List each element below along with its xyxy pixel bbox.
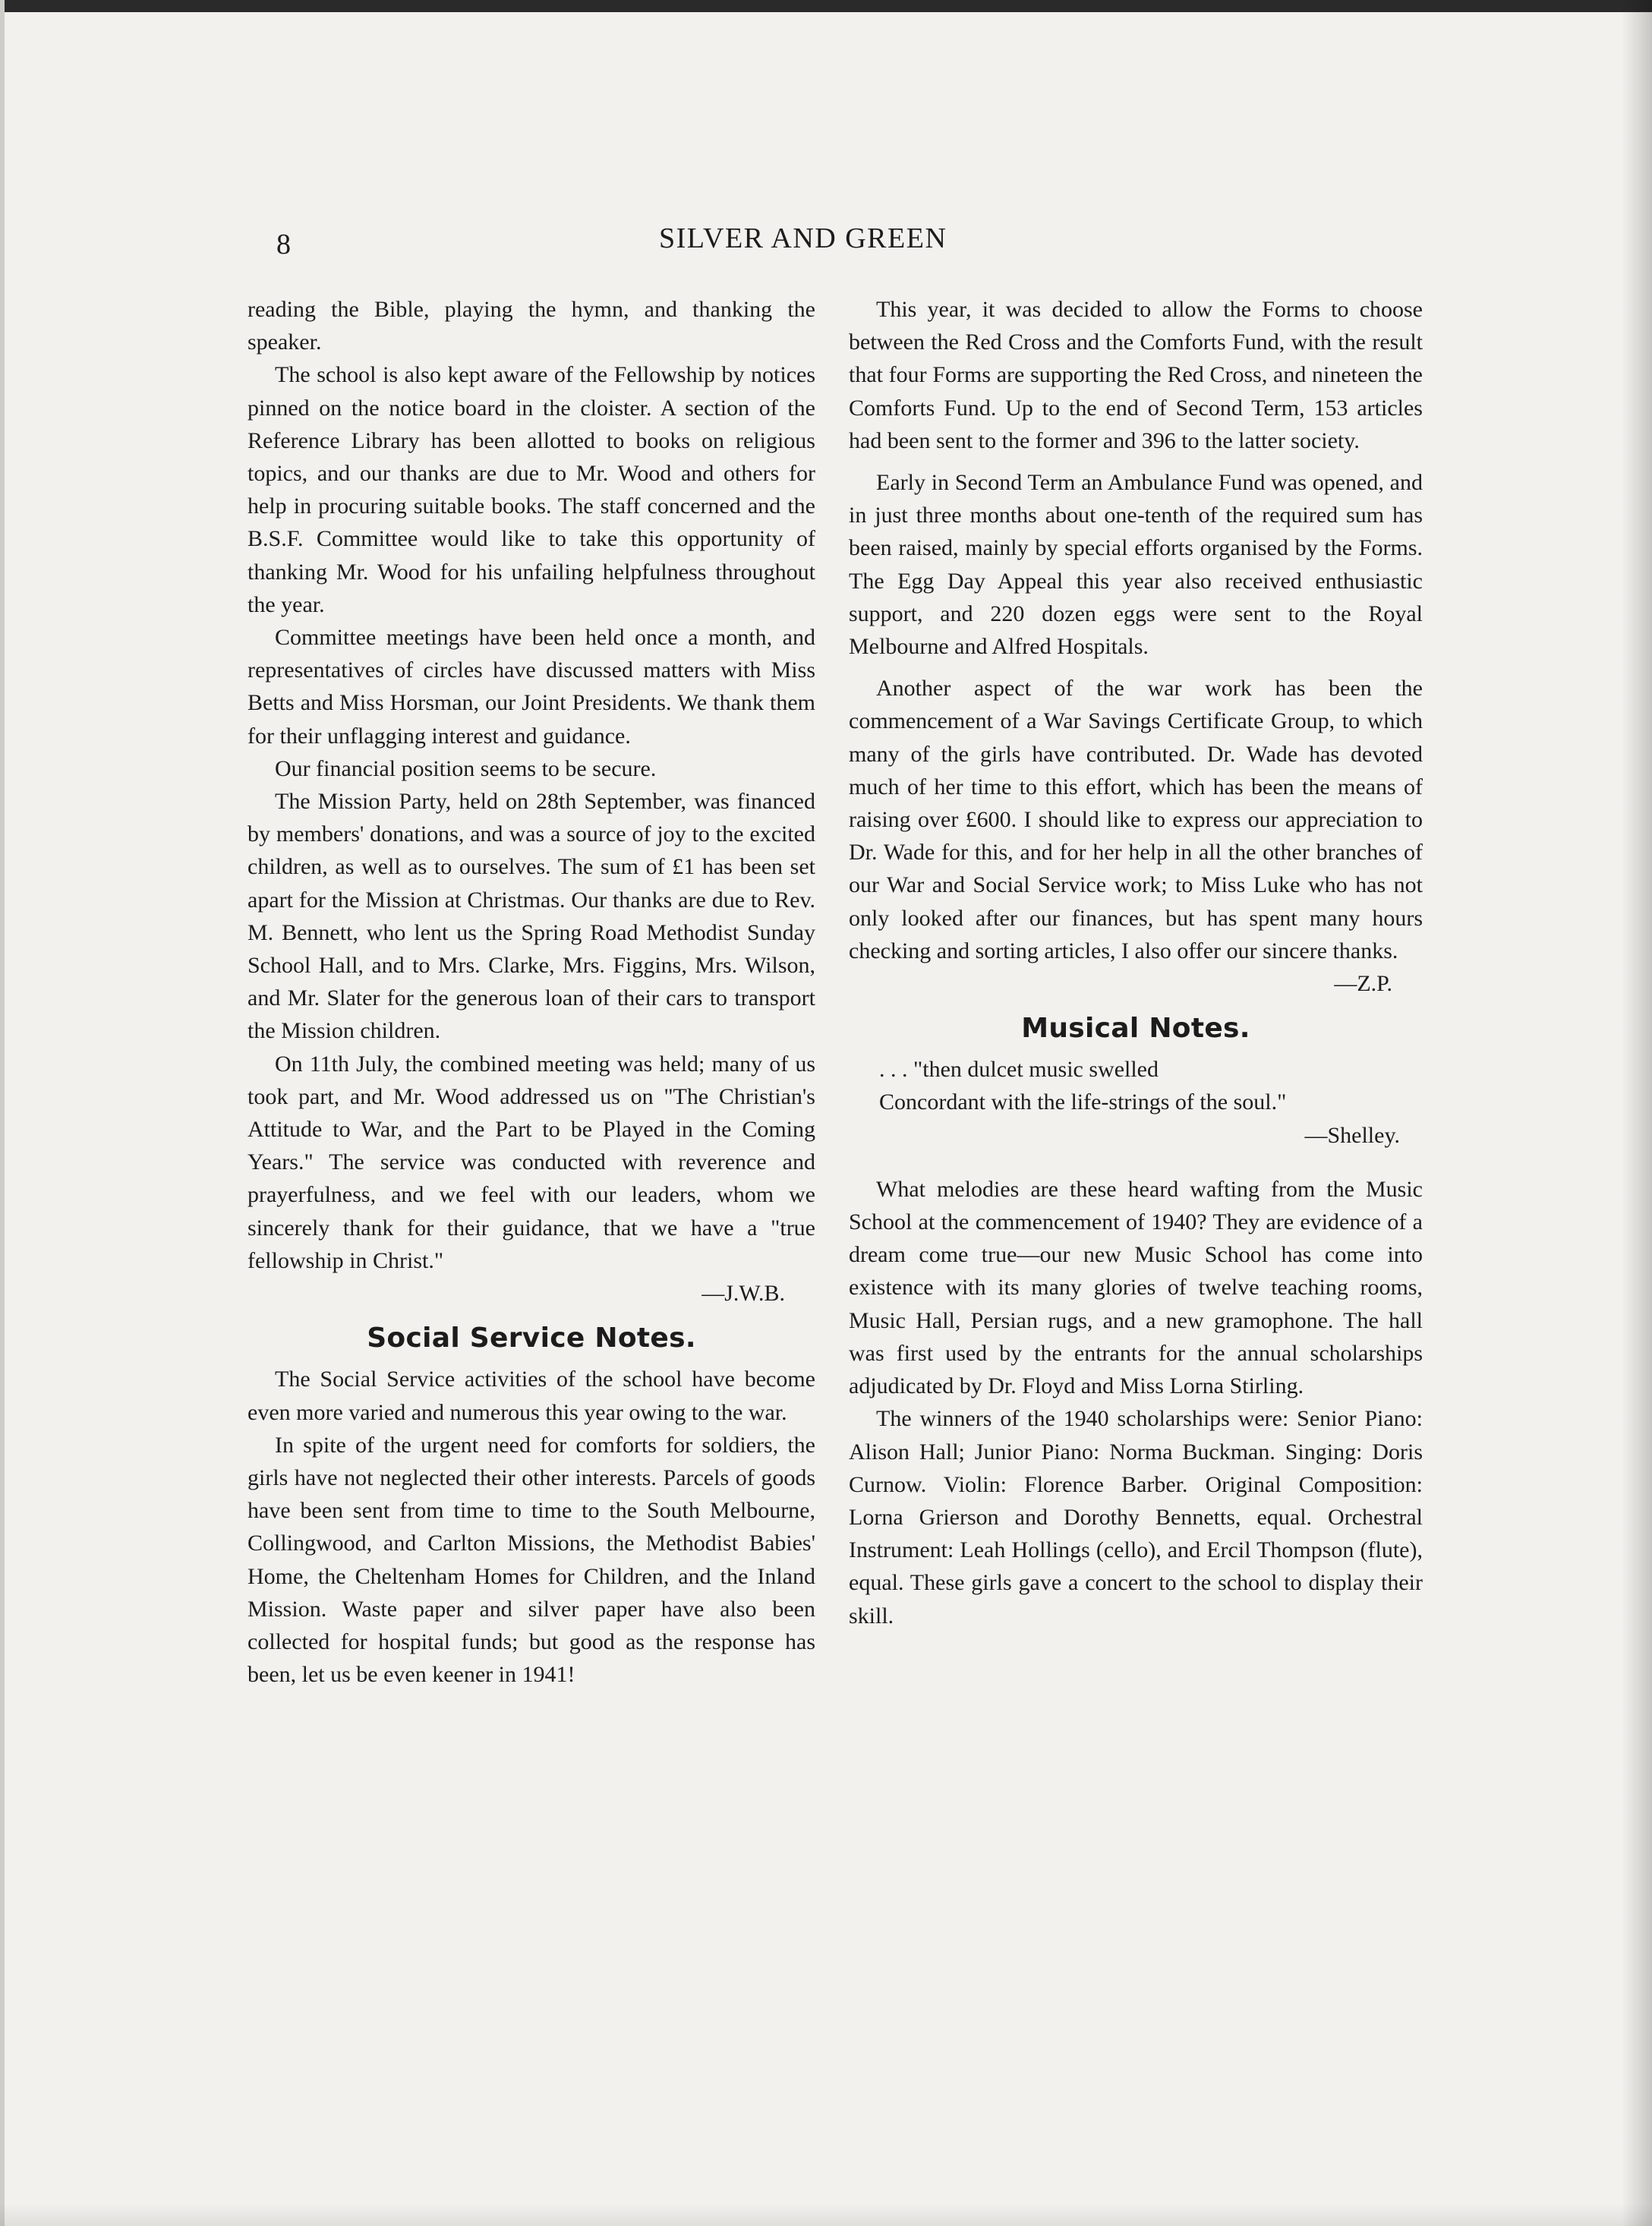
- paragraph: reading the Bible, playing the hymn, and thanking the speaker.: [247, 297, 815, 355]
- epigraph-line: . . . "then dulcet music swelled: [879, 1057, 1159, 1083]
- right-column: [849, 293, 1423, 1632]
- paragraph: The Social Service activities of the school have become even more varied and numerous this year owing to the war.: [247, 1367, 815, 1425]
- paragraph: Another aspect of the war work has been the commencement of a War Savings Certificate Group, to which many of the girls have contributed. Dr. Wade has devoted much of her time to this effort, which has been the means of raising over £600. I should like to express our appreciation to Dr. Wade for this, and for her help in all the other branches of our War and Social Service work; to Miss Luke who has not only looked after our finances, but has spent many hours checking and sorting articles, I also offer our sincere thanks.: [849, 676, 1423, 963]
- paragraph: The school is also kept aware of the Fellowship by notices pinned on the notice board in the cloister. A section of the Reference Library has been allotted to books on religious topics, and our thanks are due to Mr. Wood and others for help in procuring suitable books. The staff concerned and the B.S.F. Committee would like to take this opportunity of thanking Mr. Wood for his unfailing helpfulness throughout the year.: [247, 362, 815, 617]
- left-column: [247, 293, 815, 1691]
- section-heading-musical-notes: Musical Notes.: [1021, 1013, 1250, 1045]
- paragraph: Committee meetings have been held once a month, and representatives of circles have discussed matters with Miss Betts and Miss Horsman, our Joint Presidents. We thank them for their unflagging interest and guidance.: [247, 625, 815, 749]
- paragraph: On 11th July, the combined meeting was held; many of us took part, and Mr. Wood addressed us on "The Christian's Attitude to War, and the Part to be Played in the Coming Years." The service was conducted with reverence and prayerfulness, and we feel with our leaders, whom we sincerely thank for their guidance, that we have a "true fellowship in Christ.": [247, 1051, 815, 1273]
- paragraph: The winners of the 1940 scholarships were: Senior Piano: Alison Hall; Junior Piano: Norma Buckman. Singing: Doris Curnow. Violin: Florence Barber. Original Composition: Lorna Grierson and Dorothy Bennetts, equal. Orchestral Instrument: Leah Hollings (cello), and Ercil Thompson (flute), equal. These girls gave a concert to the school to display their skill.: [849, 1406, 1423, 1629]
- scan-left-edge: [0, 0, 5, 2226]
- section-heading-social-service: Social Service Notes.: [367, 1323, 696, 1354]
- page-bottom-shadow: [0, 2203, 1652, 2226]
- epigraph-line: Concordant with the life-strings of the soul.": [879, 1089, 1287, 1115]
- running-head: SILVER AND GREEN: [659, 222, 947, 254]
- page-curl-shadow: [1622, 0, 1652, 2226]
- paragraph: What melodies are these heard wafting from the Music School at the commencement of 1940? They are evidence of a dream come true—our new Music School has come into existence with its many glories of twelve teaching rooms, Music Hall, Persian rugs, and a new gramophone. The hall was first used by the entrants for the annual scholarships adjudicated by Dr. Floyd and Miss Lorna Stirling.: [849, 1176, 1423, 1399]
- scan-top-edge: [0, 0, 1652, 12]
- paragraph: Our financial position seems to be secure.: [275, 755, 657, 781]
- epigraph-attribution: —Shelley.: [1304, 1122, 1400, 1148]
- signature-jwb: —J.W.B.: [701, 1281, 785, 1307]
- paragraph: Early in Second Term an Ambulance Fund was opened, and in just three months about one-tenth of the required sum has been raised, mainly by special efforts organised by the Forms. The Egg Day Appeal this year also received enthusiastic support, and 220 dozen eggs were sent to the Royal Melbourne and Alfred Hospitals.: [849, 470, 1423, 660]
- epigraph: [879, 1053, 1423, 1152]
- signature-zp: —Z.P.: [1334, 971, 1392, 997]
- page-number: 8: [276, 229, 291, 260]
- paragraph: This year, it was decided to allow the Forms to choose between the Red Cross and the Comforts Fund, with the result that four Forms are supporting the Red Cross, and nineteen the Comforts Fund. Up to the end of Second Term, 153 articles had been sent to the former and 396 to the latter society.: [849, 297, 1423, 453]
- paragraph: The Mission Party, held on 28th September, was financed by members' donations, and was a source of joy to the excited children, as well as to ourselves. The sum of £1 has been set apart for the Mission at Christmas. Our thanks are due to Rev. M. Bennett, who lent us the Spring Road Methodist Sunday School Hall, and to Mrs. Clarke, Mrs. Figgins, Mrs. Wilson, and Mr. Slater for the generous loan of their cars to transport the Mission children.: [247, 789, 815, 1044]
- paragraph: In spite of the urgent need for comforts for soldiers, the girls have not neglected their other interests. Parcels of goods have been sent from time to time to the South Melbourne, Collingwood, and Carlton Missions, the Methodist Babies' Home, the Cheltenham Homes for Children, and the Inland Mission. Waste paper and silver paper have also been collected for hospital funds; but good as the response has been, let us be even keener in 1941!: [247, 1432, 815, 1688]
